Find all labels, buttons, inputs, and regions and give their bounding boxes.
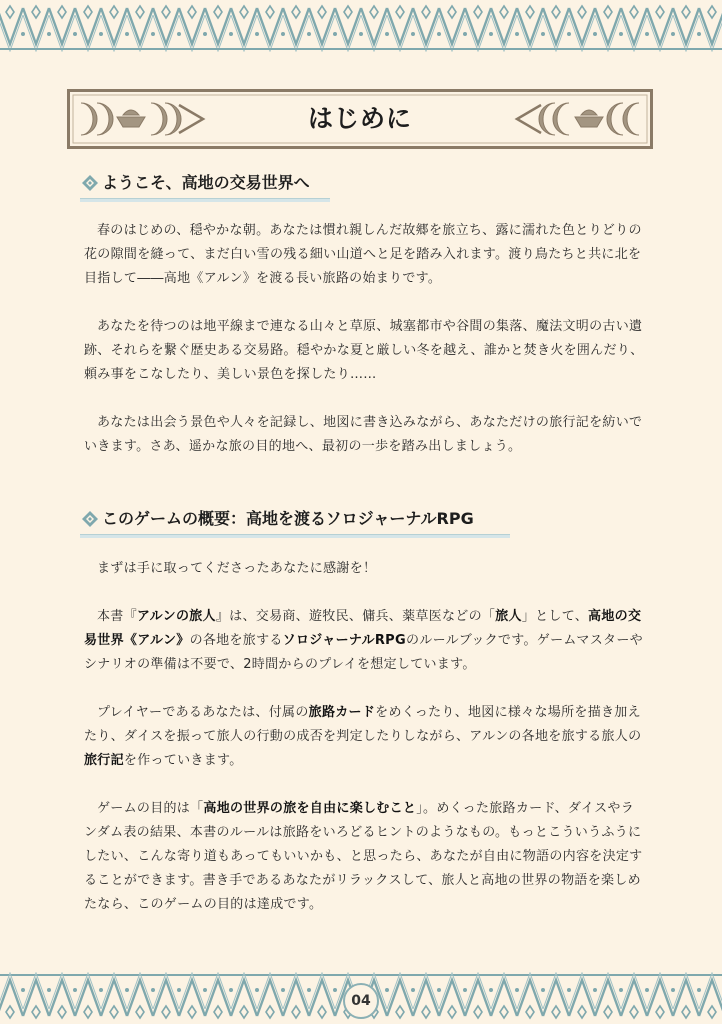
text-run: プレイヤーであるあなたは、付属の [97, 705, 309, 720]
diamond-icon [82, 175, 98, 191]
page-number: 04 [343, 983, 379, 1019]
title-banner [67, 89, 653, 149]
intro-paragraph-3: あなたは出会う景色や人々を記録し、地図に書き込みながら、あなただけの旅行記を紡いでいきます。さあ、遥かな旅の目的地へ、最初の一歩を踏み出しましょう。 [84, 415, 643, 454]
heading-underline [80, 534, 510, 538]
bold-run: アルンの旅人 [136, 609, 216, 624]
text-run: ゲームの目的は「 [97, 801, 204, 816]
section-heading-overview [80, 506, 474, 538]
intro-paragraph-1: 春のはじめの、穏やかな朝。あなたは慣れ親しんだ故郷を旅立ち、露に濡れた色とりどりの花の隙間を縫って、まだ白い雪の残る細い山道へと足を踏み入れます。渡り鳥たちと共に北を目指して――高地《アルン》を渡る長い旅路の始まりです。 [84, 223, 642, 286]
section-heading-text: このゲームの概要：高地を渡るソロジャーナルRPG [102, 509, 474, 528]
text-run: のルールブックです。ゲームマスターやシナリオの準備は不要で、2時間からのプレイを想定しています。 [84, 633, 643, 672]
section-heading-text: ようこそ、高地の交易世界へ [102, 173, 310, 192]
intro-paragraph-2: あなたを待つのは地平線まで連なる山々と草原、城塞都市や谷間の集落、魔法文明の古い遺跡、それらを繋ぐ歴史ある交易路。穏やかな夏と厳しい冬を越え、誰かと焚き火を囲んだり、頼み事をこなしたり、美しい景色を探したり…… [84, 319, 644, 382]
text-run: の各地を旅する [189, 633, 283, 648]
bold-run: 高地の世界の旅を自由に楽しむこと [203, 801, 417, 816]
page-title: はじめに [307, 104, 412, 133]
text-run: 」。めくった旅路カード、ダイスやランダム表の結果、本書のルールは旅路をいろどるヒントのようなもの。もっとこういうふうにしたい、こんな寄り道もあってもいいかも、と思ったら、あなたが自由に物語の内容を決定することができます。書き手であるあなたがリラックスして、旅人と高地の世界の物語を楽しめたなら、このゲームの目的は達成です。 [84, 801, 643, 912]
bold-run: 旅路カード [308, 705, 376, 720]
overview-paragraph-1: まずは手に取ってくださったあなたに感謝を！ [97, 561, 377, 576]
bold-run: ソロジャーナルRPG [282, 633, 406, 648]
bold-run: 旅人 [495, 609, 522, 624]
text-run: 』は、交易商、遊牧民、傭兵、薬草医などの「 [215, 609, 496, 624]
overview-paragraph-2 [84, 605, 644, 677]
text-run: をめくったり、地図に様々な場所を描き加えたり、ダイスを振って旅人の行動の成否を判定したりしながら、アルンの各地を旅する旅人の [84, 705, 642, 744]
top-border-band [0, 0, 722, 52]
text-run: 本書『 [97, 609, 137, 624]
overview-paragraph-4 [84, 797, 644, 917]
text-run: 」として、 [521, 609, 589, 624]
diamond-icon [82, 511, 98, 527]
section-heading-welcome [80, 170, 310, 202]
bold-run: 高地の交易世界《アルン》 [84, 609, 642, 648]
overview-paragraph-3 [84, 701, 644, 773]
bold-run: 旅行記 [84, 753, 124, 768]
text-run: を作っていきます。 [123, 753, 243, 768]
heading-underline [80, 198, 330, 202]
